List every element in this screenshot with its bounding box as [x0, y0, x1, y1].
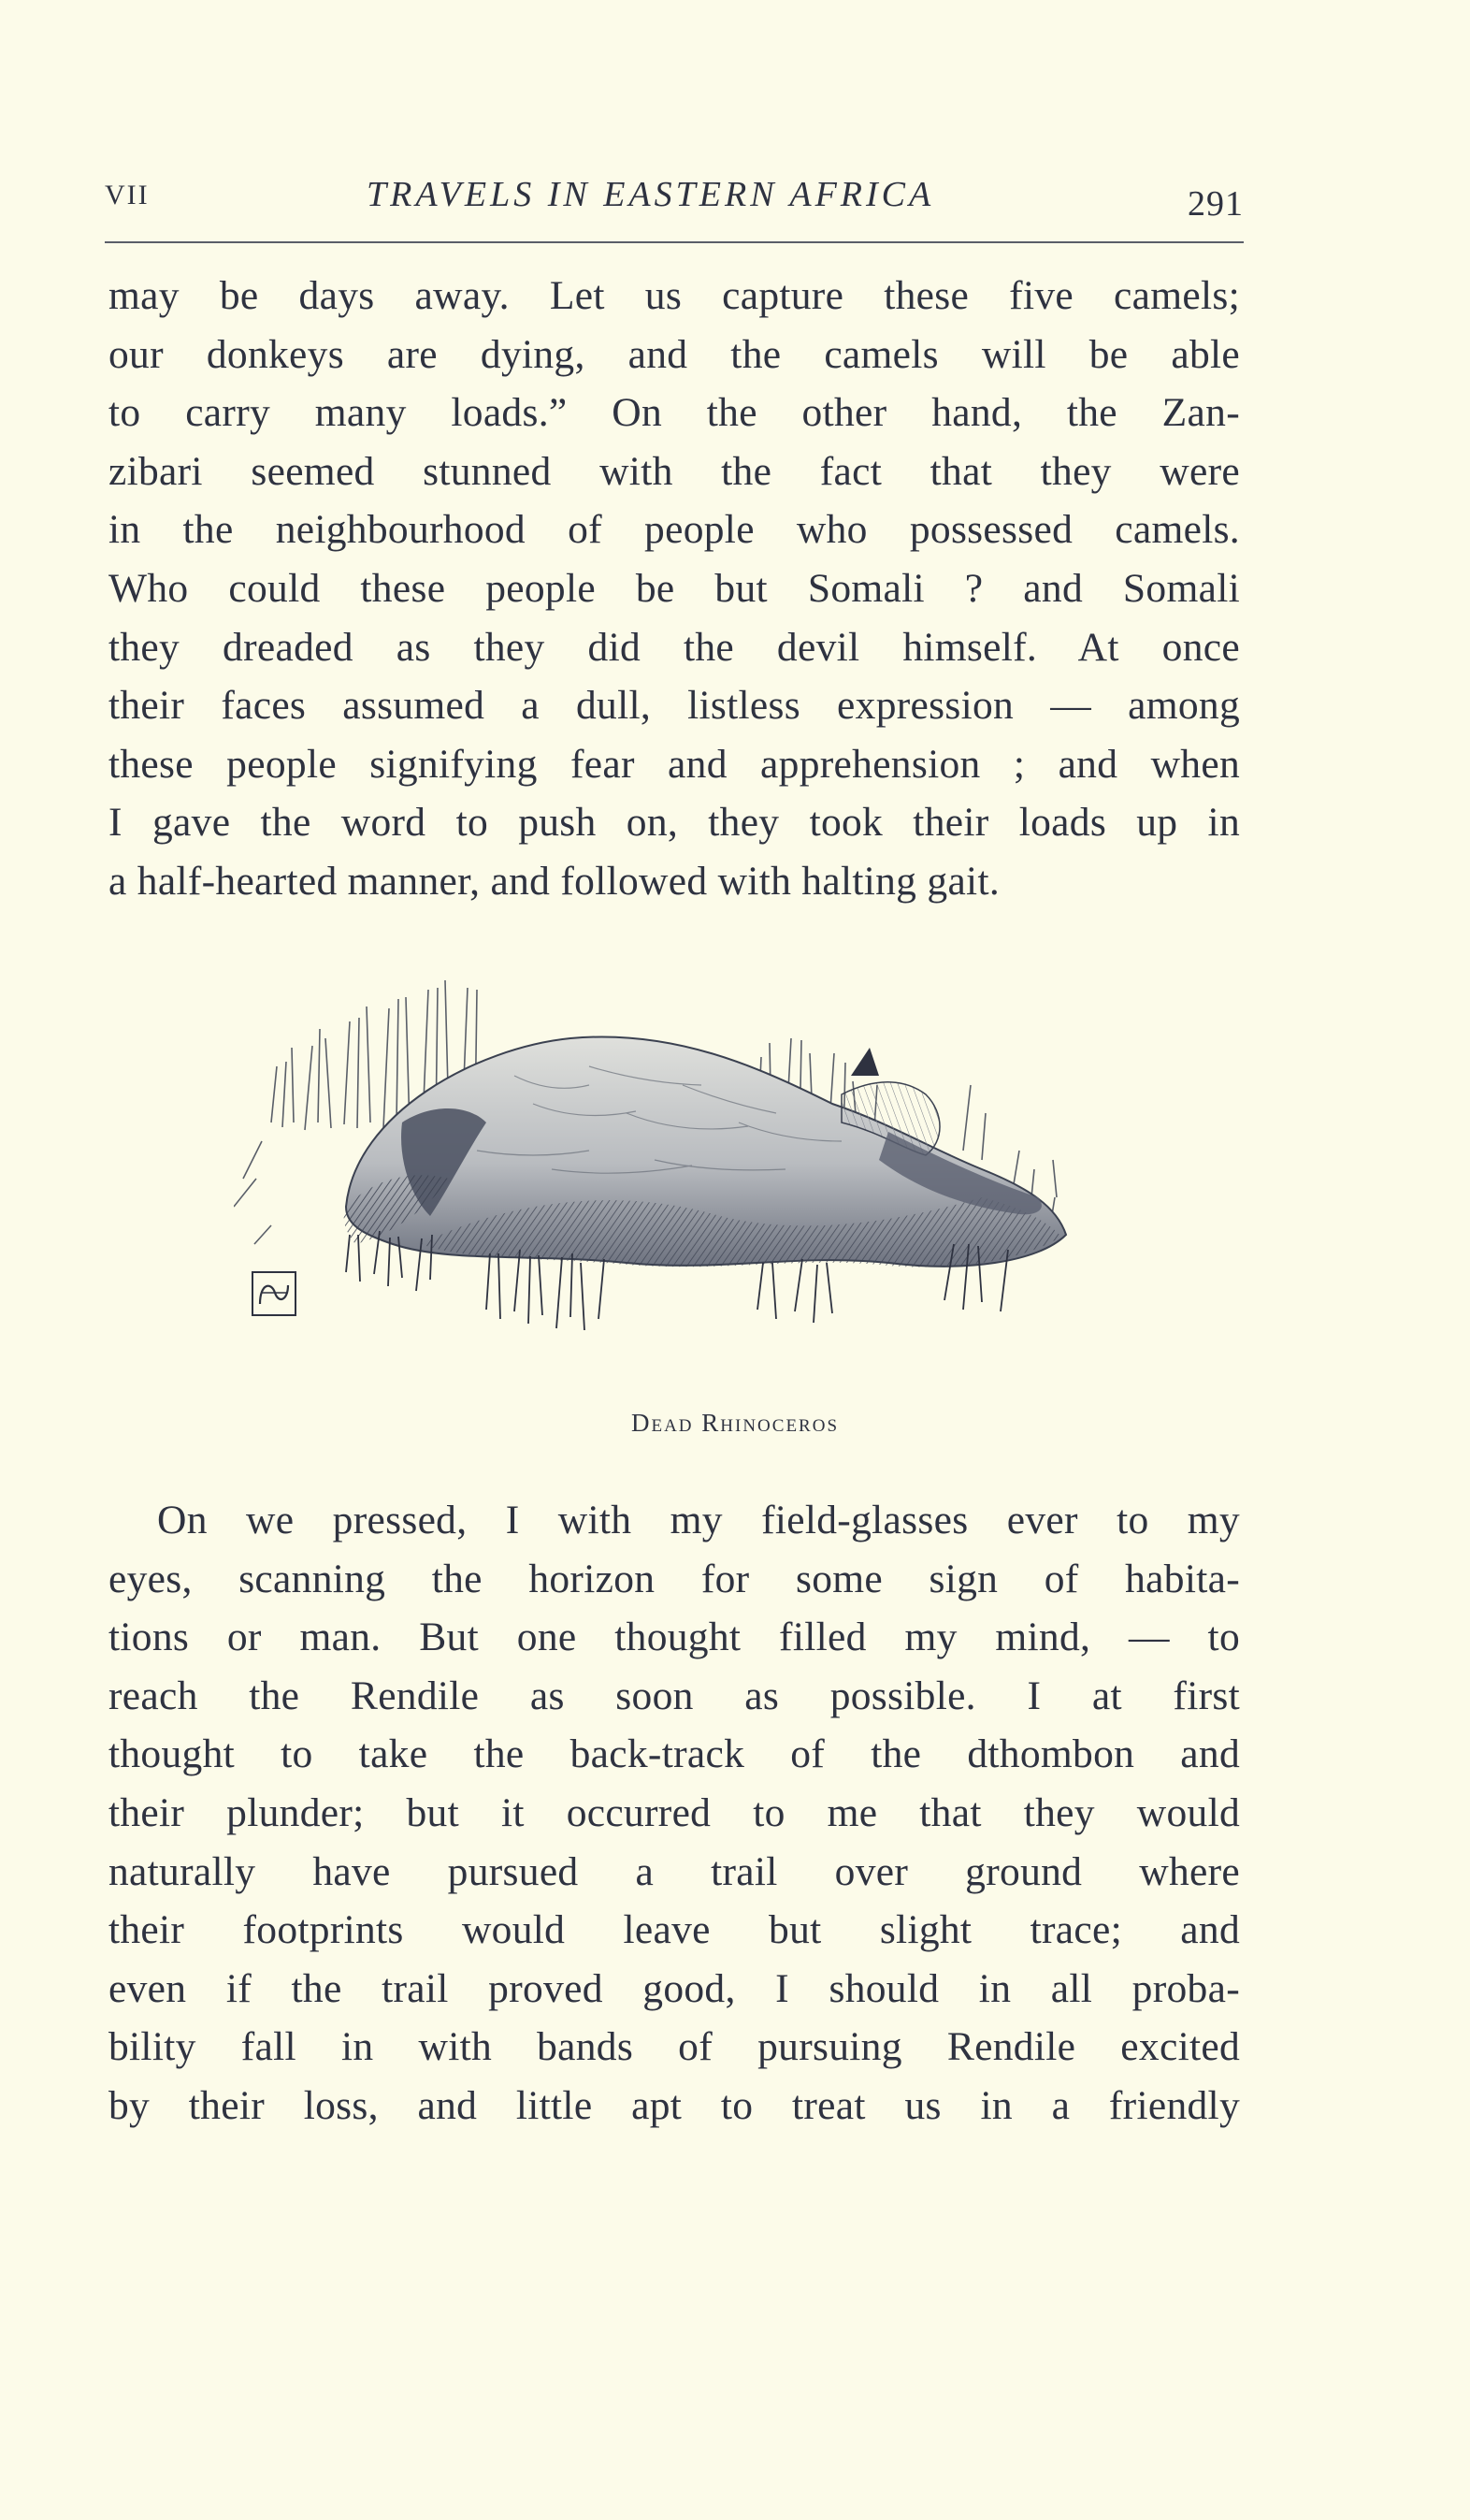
text-line: bility fall in with bands of pursuing Rendile excited [108, 2024, 1240, 2070]
text-line: may be days away. Let us capture these five camels; [108, 273, 1240, 318]
text-line: On we pressed, I with my field-glasses ever to my [157, 1498, 1240, 1542]
text-line: thought to take the back-track of the dthombon and [108, 1731, 1240, 1777]
header-rule [105, 241, 1244, 243]
text-line: even if the trail proved good, I should in all proba- [108, 1965, 1240, 2011]
text-line: these people signifying fear and apprehension ; and when [108, 741, 1240, 787]
text-line: tions or man. But one thought filled my mind, — to [108, 1615, 1240, 1660]
paragraph-1 [108, 267, 1240, 911]
page-number: 291 [1188, 184, 1244, 224]
figure-caption: Dead Rhinoceros [630, 1409, 840, 1437]
artist-monogram-icon [252, 1272, 295, 1315]
text-line: our donkeys are dying, and the camels will be able [108, 331, 1240, 377]
text-line: in the neighbourhood of people who possessed camels. [108, 507, 1240, 553]
text-line: a half-hearted manner, and followed with halting gait. [108, 858, 1000, 904]
text-line: their plunder; but it occurred to me that they would [108, 1789, 1240, 1835]
text-line: zibari seemed stunned with the fact that they were [108, 448, 1240, 494]
text-line: naturally have pursued a trail over ground where [108, 1848, 1240, 1894]
text-line: Who could these people be but Somali ? and Somali [108, 565, 1240, 611]
paragraph-2 [108, 1491, 1240, 2136]
text-line: their footprints would leave but slight trace; and [108, 1907, 1240, 1953]
text-line: to carry many loads.” On the other hand, the Zan- [108, 390, 1240, 436]
text-line: they dreaded as they did the devil himself. At once [108, 624, 1240, 670]
text-line: reach the Rendile as soon as possible. I at first [108, 1673, 1240, 1718]
text-line: by their loss, and little apt to treat us in a friendly [108, 2082, 1240, 2128]
text-line: I gave the word to push on, they took their loads up in [108, 800, 1240, 846]
text-line: their faces assumed a dull, listless expression — among [108, 683, 1240, 729]
text-line: eyes, scanning the horizon for some sign of habita- [108, 1556, 1240, 1601]
running-head [105, 170, 1244, 226]
dead-rhinoceros-illustration [234, 963, 1113, 1366]
running-title: TRAVELS IN EASTERN AFRICA [367, 175, 935, 214]
chapter-number: VII [105, 180, 150, 210]
